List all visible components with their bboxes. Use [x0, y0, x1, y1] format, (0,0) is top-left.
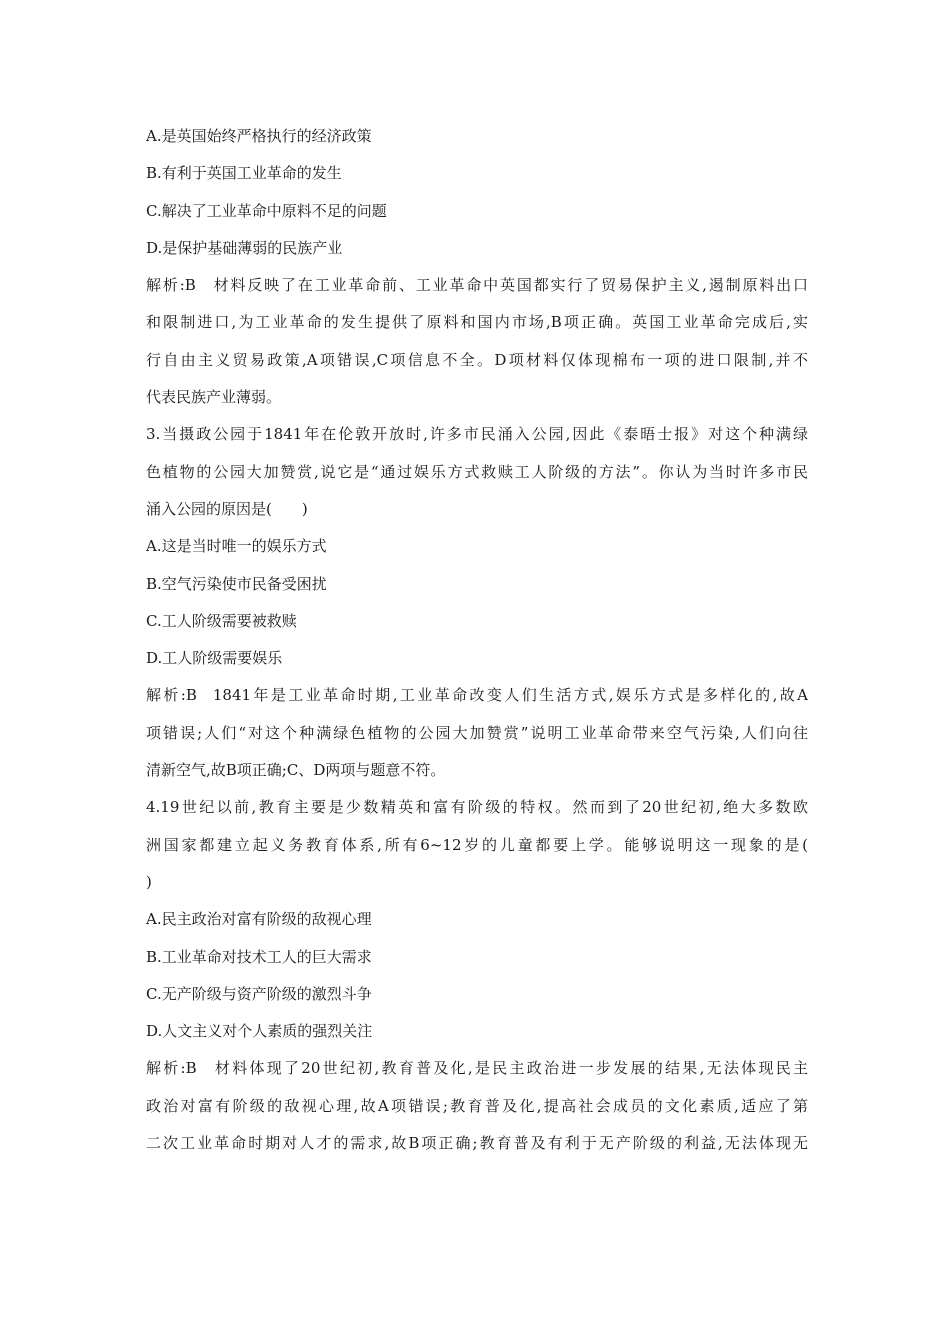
q2-analysis-line: 和限制进口,为工业革命的发生提供了原料和国内市场,B项正确。英国工业革命完成后,实 — [146, 313, 808, 332]
q3-analysis-line: 清新空气,故B项正确;C、D两项与题意不符。 — [146, 761, 446, 780]
q3-stem-line: 色植物的公园大加赞赏,说它是“通过娱乐方式救赎工人阶级的方法”。你认为当时许多市民 — [146, 462, 808, 481]
q4-analysis-line — [146, 1050, 808, 1087]
q2-analysis-line — [146, 267, 808, 304]
q4-analysis-line: 政治对富有阶级的敌视心理,故A项错误;教育普及化,提高社会成员的文化素质,适应了第 — [146, 1096, 808, 1115]
q3-analysis-line — [146, 677, 808, 714]
q4-analysis-line: 二次工业革命时期对人才的需求,故B项正确;教育普及有利于无产阶级的利益,无法体现无 — [146, 1134, 808, 1153]
q4-option-c: C.无产阶级与资产阶级的激烈斗争 — [146, 984, 372, 1003]
q3-stem-line: 3.当摄政公园于1841年在伦敦开放时,许多市民涌入公园,因此《泰晤士报》对这个种满绿 — [146, 425, 808, 444]
q4-option-a: A.民主政治对富有阶级的敌视心理 — [146, 910, 372, 929]
q2-analysis-line: 代表民族产业薄弱。 — [146, 388, 282, 407]
q3-analysis-label: 解析:B — [146, 686, 197, 705]
q4-analysis-label: 解析:B — [146, 1059, 197, 1078]
q3-option-d: D.工人阶级需要娱乐 — [146, 649, 283, 668]
q3-analysis-text: 1841年是工业革命时期,工业革命改变人们生活方式,娱乐方式是多样化的,故A — [212, 686, 808, 705]
q3-option-b: B.空气污染使市民备受困扰 — [146, 574, 327, 593]
q4-option-d: D.人文主义对个人素质的强烈关注 — [146, 1022, 373, 1041]
q2-analysis-label: 解析:B — [146, 276, 196, 295]
document-page — [146, 118, 808, 1162]
q2-option-a: A.是英国始终严格执行的经济政策 — [146, 127, 372, 145]
q2-option-c: C.解决了工业革命中原料不足的问题 — [146, 201, 387, 220]
q4-analysis-text: 材料体现了20世纪初,教育普及化,是民主政治进一步发展的结果,无法体现民主 — [212, 1059, 808, 1078]
q2-analysis-text: 材料反映了在工业革命前、工业革命中英国都实行了贸易保护主义,遏制原料出口 — [211, 276, 808, 295]
q3-analysis-line: 项错误;人们“对这个种满绿色植物的公园大加赞赏”说明工业革命带来空气污染,人们向往 — [146, 723, 808, 742]
q2-analysis-line: 行自由主义贸易政策,A项错误,C项信息不全。D项材料仅体现棉布一项的进口限制,并不 — [146, 350, 808, 369]
q2-option-b: B.有利于英国工业革命的发生 — [146, 164, 342, 183]
q3-option-a: A.这是当时唯一的娱乐方式 — [146, 537, 327, 556]
q4-option-b: B.工业革命对技术工人的巨大需求 — [146, 947, 372, 966]
q3-option-c: C.工人阶级需要被救赎 — [146, 611, 297, 630]
q2-option-d: D.是保护基础薄弱的民族产业 — [146, 238, 343, 257]
q4-stem-line: ) — [146, 872, 152, 891]
q4-stem-line: 洲国家都建立起义务教育体系,所有6~12岁的儿童都要上学。能够说明这一现象的是( — [146, 835, 808, 854]
q3-stem-line: 涌入公园的原因是( ) — [146, 499, 308, 518]
q4-stem-line: 4.19世纪以前,教育主要是少数精英和富有阶级的特权。然而到了20世纪初,绝大多数欧 — [146, 798, 808, 817]
